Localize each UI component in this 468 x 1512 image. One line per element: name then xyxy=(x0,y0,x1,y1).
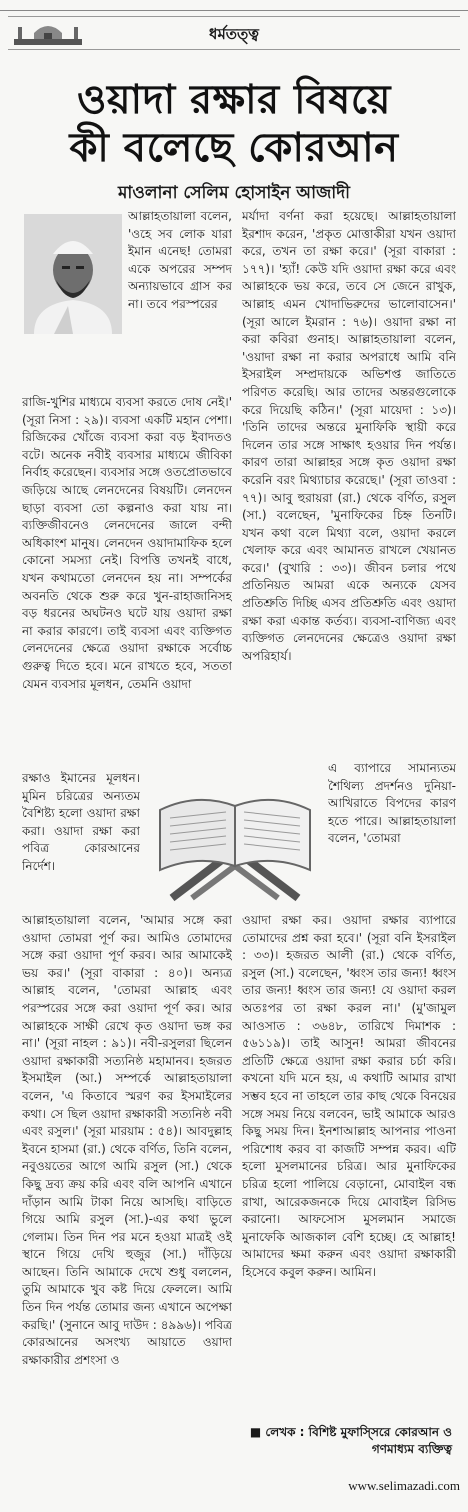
col1-beside-image xyxy=(22,770,140,910)
section-bar xyxy=(8,16,460,50)
previous-page-strip xyxy=(0,0,468,11)
author-byline: মাওলানা সেলিম হোসাইন আজাদী xyxy=(117,183,351,203)
author-note-text: বিশিষ্ট মুফাস্সিরে কোরআন ও গণমাধ্যম ব্যক্তিত্ব xyxy=(308,1425,452,1456)
col2-text-a: মর্যাদা বর্ণনা করা হয়েছে। আল্লাহতায়ালা ইরশাদ করেন, 'প্রকৃত মোত্তাকীরা যখন ওয়াদা করে, তখন তা রক্ষা করে।' (সূরা বাকারা : ১৭৭)। 'হ্যাঁ! কেউ যদি ওয়াদা রক্ষা করে এবং আল্লাহকে ভয় করে, তবে সে জেনে রাখুক, আল্লাহ এমন খোদাভিরুদের ভালোবাসেন।' (সূরা আলে ইমরান : ৭৬)। ওয়াদা রক্ষা না করা কবিরা গুনাহ। আল্লাহতায়ালা বলেন, 'ওয়াদা রক্ষা না করার অপরাধে আমি বনি ইসরাইল সম্প্রদায়কে অভিশপ্ত জাতিতে পরিণত করেছি। আর তাদের অন্তরগুলোকে করে দিয়েছি কঠিন।' (সূরা মায়েদা : ১৩)। 'তিনি তাদের অন্তরে মুনাফিকি স্থায়ী করে দিলেন তার সঙ্গে সাক্ষাৎ হওয়ার দিন পর্যন্ত। কারণ তারা আল্লাহর সঙ্গে কৃত ওয়াদা রক্ষা করেনি বরং মিথ্যাচার করেছে।' (সূরা তাওবা : ৭৭)। আবু হুরায়রা (রা.) থেকে বর্ণিত, রসুল (সা.) বলেছেন, 'মুনাফিকের চিহ্ন তিনটি। যখন কথা বলে মিথ্যা বলে, ওয়াদা করলে খেলাফ করে এবং আমানত রাখলে খেয়ানত করে।' (বুখারি : ৩৩)। জীবন চলার পথে প্রতিনিয়ত আমরা একে অন্যকে যেসব প্রতিশ্রুতি দিচ্ছি এসব প্রতিশ্রুতি এবং ওয়াদা রক্ষা করা একান্ত কর্তব্য। ব্যবসা-বাণিজ্য এবং ব্যক্তিগত লেনদেনের ক্ষেত্রেও ওয়াদা রক্ষা অপরিহার্য। xyxy=(242,209,456,663)
headline-line-1: ওয়াদা রক্ষার বিষয়ে xyxy=(77,77,391,123)
quran-book-icon xyxy=(152,770,318,902)
author-note xyxy=(242,1424,452,1458)
col2-text-b: এ ব্যাপারে সামান্যতম শৈথিল্য প্রদর্শনও দুনিয়া-আখিরাতে বিপদের কারণ হতে পারে। আল্লাহতায়ালা বলেন, 'তোমরা xyxy=(328,761,456,846)
website-url[interactable]: www.selimazadi.com xyxy=(348,1478,460,1493)
col1-text-b: রাজি-খুশির মাধ্যমে ব্যবসা করতে দোষ নেই।' (সূরা নিসা : ২৯)। ব্যবসা একটি মহান পেশা। রিজিকের খোঁজে ব্যবসা করা বড় ইবাদতও বটে। অনেক নবীই ব্যবসার মাধ্যমে জীবিকা নির্বাহ করেছেন। ব্যবসার সঙ্গে ওতপ্রোতভাবে জড়িয়ে আছে লেনদেনের বিষয়টি। লেনদেন ছাড়া ব্যবসা তো কল্পনাও করা যায় না। ব্যক্তিজীবনেও লেনদেনের জালে বন্দী অধিকাংশ মানুষ। লেনদেন ওয়াদামাফিক হলে কোনো সমস্যা নেই। বিপত্তি তখনই বাধে, যখন কথামতো লেনদেন হয় না। সম্পর্কের অবনতি থেকে শুরু করে খুন-রাহাজানিসহ বড় ধরনের অঘটনও ঘটে যায় ওয়াদা রক্ষা না করার কারণে। তাই ব্যবসা এবং ব্যক্তিগত লেনদেনের ক্ষেত্রে ওয়াদা রক্ষাকে সর্বোচ্চ গুরুত্ব দিতে হবে। মনে রাখতে হবে, সততা যেমন ব্যবসার মূলধন, তেমনি ওয়াদা xyxy=(22,395,232,691)
col1-text-c: রক্ষাও ইমানের মূলধন। মুমিন চরিত্রের অন্যতম বৈশিষ্ট্য হলো ওয়াদা রক্ষা করা। ওয়াদা রক্ষা করা পবিত্র কোরআনের নির্দেশ। xyxy=(22,771,140,873)
author-note-label: ■ লেখক : xyxy=(249,1425,305,1439)
col1-main xyxy=(22,394,232,768)
col1-beside-photo xyxy=(128,208,232,394)
col2-rest xyxy=(242,912,456,1420)
section-label: ধর্মতত্ত্ব xyxy=(209,25,259,43)
col2-main xyxy=(242,208,456,760)
col2-beside-image xyxy=(328,760,456,910)
author-photo xyxy=(24,214,122,334)
col1-text-a: আল্লাহতায়ালা বলেন, 'ওহে সব লোক যারা ইমান এনেছ! তোমরা একে অপরের সম্পদ অন্যায়ভাবে গ্রাস কর না। তবে পরস্পরের xyxy=(128,209,232,311)
col1-text-d: আল্লাহতায়ালা বলেন, 'আমার সঙ্গে করা ওয়াদা তোমরা পূর্ণ কর। আমিও তোমাদের সঙ্গে করা ওয়াদা পূর্ণ করব। আর আমাকেই ভয় কর।' (সূরা বাকারা : ৪০)। অন্যত্র আল্লাহ বলেন, 'তোমরা আল্লাহ এবং পরস্পরের সঙ্গে করা ওয়াদা পূর্ণ কর। আর আল্লাহকে সাক্ষী রেখে কৃত ওয়াদা ভঙ্গ কর না।' (সূরা নাহল : ৯১)। নবী-রসুলরা ছিলেন ওয়াদা রক্ষাকারী সত্যনিষ্ঠ মহামানব। হজরত ইসমাইল (আ.) সম্পর্কে আল্লাহতায়ালা বলেন, 'এ কিতাবে স্মরণ কর ইসমাইলের কথা। সে ছিল ওয়াদা রক্ষাকারী সত্যনিষ্ঠ নবী এবং রসুল।' (সূরা মারয়াম : ৫৪)। আবদুল্লাহ ইবনে হাসমা (রা.) থেকে বর্ণিত, তিনি বলেন, নবুওয়তের আগে আমি রসুল (সা.) থেকে কিছু দ্রব্য ক্রয় করি এবং বলি আপনি এখানে দাঁড়ান আমি টাকা নিয়ে আসছি। বাড়িতে গিয়ে আমি রসুল (সা.)-এর কথা ভুলে গেলাম। তিন দিন পর মনে হওয়া মাত্রই ওই স্থানে গিয়ে দেখি হুজুর (সা.) দাঁড়িয়ে আছেন। তিনি আমাকে দেখে শুধু বললেন, তুমি আমাকে খুব কষ্ট দিয়ে ফেললে। আমি তিন দিন পর্যন্ত তোমার জন্য এখানে অপেক্ষা করছি।' (সুনানে আবু দাউদ : ৪৯৯৬)। পবিত্র কোরআনের অসংখ্য আয়াতে ওয়াদা রক্ষাকারীর প্রশংসা ও xyxy=(22,913,232,1367)
col1-rest xyxy=(22,912,232,1492)
col2-text-c: ওয়াদা রক্ষা কর। ওয়াদা রক্ষার ব্যাপারে তোমাদের প্রশ্ন করা হবে।' (সূরা বনি ইসরাইল : ৩৩)। হজরত আলী (রা.) থেকে বর্ণিত, রসুল (সা.) বলেছেন, 'ধ্বংস তার জন্য! ধ্বংস তার জন্য! ধ্বংস তার জন্য! যে ওয়াদা করল অতঃপর তা রক্ষা করল না।' (মু'জামুল আওসাত : ৩৬৪৮, তারিখে দিমাশক : ৫৬১১৯)। তাই আসুন! আমরা জীবনের প্রতিটি ক্ষেত্রে ওয়াদা রক্ষা করার চর্চা করি। কখনো যদি মনে হয়, এ কথাটি আমার রাখা সম্ভব হবে না তাহলে তার কাছ থেকে বিনয়ের সঙ্গে সময় নিয়ে বলবেন, ভাই আমাকে আরও কিছু সময় দিন। ইনশাআল্লাহ আপনার পাওনা পরিশোধ করব বা কাজটি সম্পন্ন করব। এটি হলো মুসলমানের চরিত্র। আর মুনাফিকের চরিত্র হলো পালিয়ে বেড়ানো, মোবাইল বন্ধ রাখা, আরেকজনকে দিয়ে মোবাইল রিসিভ করানো। আফসোস মুসলমান সমাজে মুনাফেকি আজকাল বেশি হচ্ছে। হে আল্লাহ! আমাদের ক্ষমা করুন এবং ওয়াদা রক্ষাকারী হিসেবে কবুল করুন। আমিন। xyxy=(242,913,456,1279)
headline-line-2: কী বলেছে কোরআন xyxy=(69,125,399,171)
